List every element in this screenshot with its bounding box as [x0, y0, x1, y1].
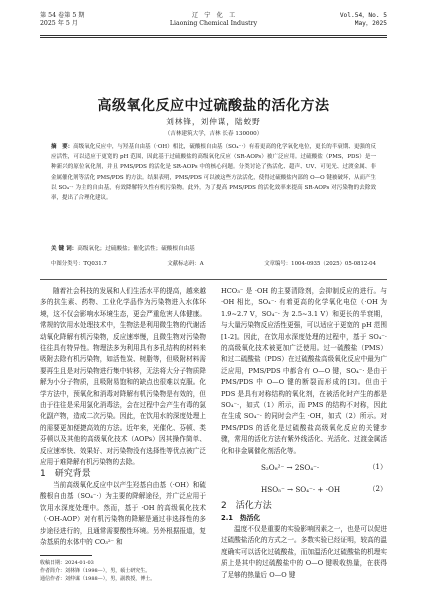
affiliation: （吉林建筑大学，吉林 长春 130000）: [164, 131, 263, 137]
journal-name-en: Liaoning Chemical Industry: [169, 20, 258, 27]
header-rule: [40, 35, 387, 36]
subsection-heading-2-1: 2.1 热活化: [221, 513, 261, 522]
left-column: [40, 286, 206, 548]
article-title: 高级氧化反应中过硫酸盐的活化方法: [97, 98, 330, 114]
abstract: [51, 142, 376, 203]
article-number: 文章编号：1004-0935（2025）05-0812-04: [264, 261, 376, 267]
footnote: [40, 559, 155, 583]
abstract-label: 摘 要：: [51, 144, 74, 150]
article-meta: [51, 259, 376, 267]
author-bio: 作者简介：刘林锋（1998—），男，硕士研究生。: [40, 568, 151, 574]
meta-divider: [40, 279, 387, 280]
authors: 刘林锋，刘仲谋，陆蛟野: [166, 117, 261, 126]
equation-1-number: （1）: [368, 463, 387, 472]
received-date: 收稿日期：2024-01-03: [40, 560, 94, 566]
document-code: 文献标志码：A: [167, 261, 204, 267]
equation-2-formula: HSO₅⁻ → SO₄⁻· + ·OH: [261, 485, 341, 495]
header-month-year: May，2025: [354, 20, 387, 27]
section2-paragraph: 温度不仅是重要的实验影响因素之一，也是可以促进过硫酸盐活化的方式之一。多数实验已经证明，较高的温度确实可以活化过硫酸盐，而加温活化过硫酸盐的机理实质上是其中的过硫酸盐中的 O—O 键吸收热量，在获得了足够的热量后 O—O 键: [221, 524, 387, 579]
corresponding-author: 通信作者：刘仲谋（1988—），男，副教授，博士。: [40, 576, 156, 582]
journal-header: [0, 0, 427, 40]
section-heading-1: 1 研究背景: [40, 468, 91, 479]
clc-number: 中图分类号：TQ031.7: [51, 261, 107, 267]
footnote-rule: [40, 555, 92, 556]
section-heading-2: 2 活化方法: [221, 501, 272, 512]
header-volume: 第 54 卷第 5 期: [40, 12, 85, 19]
header-volume-en: [340, 12, 387, 28]
header-date-cn: 2025 年 5 月: [40, 20, 78, 27]
equation-1-formula: S₂O₈²⁻ → 2SO₄⁻·: [261, 463, 320, 473]
journal-name-cn: 辽 宁 化 工: [191, 12, 236, 19]
equation-1: [221, 457, 387, 479]
header-vol-no: Vol.54，No. 5: [339, 12, 387, 19]
keywords-text: 高级氧化；过硫酸盐；催化活性；硫酸根自由基: [77, 246, 195, 252]
right-column: [221, 286, 387, 581]
abstract-text: 高级氧化反应中，与羟基自由基（·OH）相比，硫酸根自由基（SO₄⁻·）有着更高的化学氧化电位，更长的半衰期、更强的反应活性，可以适应于更宽的 pH 范围，因此基于过硫酸盐的高级氧化反应（SR-AOPs）被广泛应用。过硫酸盐（PMS，PDS）是一种新兴的原位氧化剂，并且 PMS/PDS 的活化是 SR-AOPs 中的核心问题。分类讨论了热活化、超声、UV、可见光、过渡金属、非金属催化剂等活化 PMS/PDS 的方法。结果表明，PMS/PDS 可以被这些方法活化，使得过硫酸盐内部的 O—O 键被破坏，从而产生以 SO₄⁻· 为主的自由基，有效降解特久性有机污染物。此外，为了提高 PMS/PDS 的活化效率来提高 SR-AOPs 对污染物的去除效率，提出了合理化建议。: [51, 144, 376, 202]
keywords: [51, 244, 376, 252]
continued-paragraph: HCO₃⁻ 是 ·OH 的主要清除剂，会抑制反应的进行。与 ·OH 相比，SO₄⁻· 有着更高的化学氧化电位（·OH 为 1.9~2.7 V，SO₄⁻· 为 2.5~3.1 V）和更长的半衰期，与大量污染物反应活性更强，可以适应于更宽的 pH 范围[1-2]。因此，在饮用水深度处理的过程中，基于 SO₄⁻· 的高级氧化技术被更加广泛使用。过一硫酸盐（PMS）和过二硫酸盐（PDS）在过硫酸盐高级氧化反应中最为广泛应用，PMS/PDS 中都含有 O—O 键，SO₄⁻· 是由于 PMS/PDS 中 O—O 键的断裂而形成的[3]。但由于 PDS 是具有对称结构的氧化剂，在被活化时产生的都是 SO₄⁻·，如式（1）所示，而 PMS 的结构不对称，因此在生成 SO₄⁻· 的同时会产生 ·OH，如式（2）所示。对 PMS/PDS 的活化是过硫酸盐高级氧化反应的关键步骤，常用的活化方法有紫外线活化、光活化、过渡金属活化和非金属催化剂活化等。: [221, 287, 387, 455]
keywords-label: 关 键 词：: [51, 246, 78, 252]
header-rule-thin: [40, 37, 387, 38]
intro-paragraph: 随着社会科技的发展和人们生活水平的提高，越来越多的抗生素、药物、工业化学品作为污染物进入水体环境，这不仅会影响水环境生态，更会严重危害人体健康。常规的饮用水处理技术中，生物法是利用微生物的代谢活动氧化降解有机污染物，反应速率慢，且微生物对污染物往往具有特异性。物理法多为利用具有多孔结构的材料来吸附去除有机污染物，如活性炭、树脂等，但吸附材料需要再生且是对污染物进行集中转移，无法将大分子物质降解为小分子物质，且吸附易饱和的缺点也很难以克服。化学方法中，预氧化和消毒对降解有机污染物是有效的，但由于往往是采用氯化消毒法，会在过程中会产生有毒的氯化副产物，造成二次污染。因此，在饮用水的深度处理上的需要更加便捷高效的方法。近年来，光催化、芬顿、类芬顿以及其他的高级氧化技术（AOPs）因其操作简单、反应速率快、效果好、对污染物没有选择性等优点被广泛应用于难降解有机污染物的去除。: [40, 287, 206, 467]
equation-2-number: （2）: [368, 485, 387, 494]
section1-paragraph: 当前高级氧化反应中以产生羟基自由基（·OH）和硫酸根自由基（SO₄⁻·）为主要的降解途径，并广泛应用于饮用水深度处理中。然而，基于 ·OH 的高级氧化技术（·OH-AOP）对有机污染物的降解是通过非选择性的多步途径进行的，且通常需要酸性环境。另外根据报道，复杂基质的水体中的 CO₃²⁻ 和: [40, 480, 206, 546]
equation-2: [221, 479, 387, 501]
